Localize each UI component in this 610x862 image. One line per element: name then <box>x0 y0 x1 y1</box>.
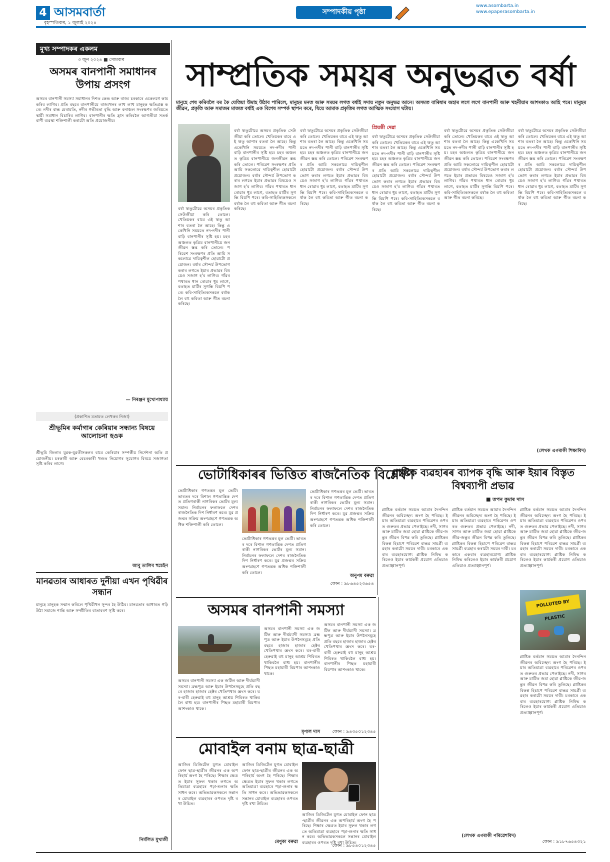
column-divider-3 <box>378 597 379 850</box>
letter2-author: নিৰ্মলিত মুখাৰ্জী <box>139 838 168 843</box>
lead-body-col1: বৰ্ষা ঋতুটোৱে অসমৰ প্ৰকৃতিক সেউজীয়া কৰি তোলে। খেতিয়কৰ বাবে এই ঋতু আশাৰ বতৰা লৈ আহে। কিন্তু একেখিনি সময়তে নদ-নদীৰ পানী বাঢ়ি বানপানীৰ সৃষ্টি হয়। চহৰ অঞ্চলত কৃত্ৰিম বানপানীয়ে জনজীৱন স্তব্ধ কৰি তোলে। পৰিৱেশ সংৰক্ষণৰ প্ৰতি আমি সকলোৱে দায়িত্বশীল হোৱাটো প্ৰয়োজন। বৰ্ষাৰ সৌন্দৰ্য উপভোগ কৰাৰ লগতে ইয়াৰ প্ৰভাৱৰ বিষয়েও সজাগ হ'ব লাগিব। গাঁৱৰ পথাৰত ধান ৰোৱাৰ ধুম লাগে, বতাহত মাটিৰ সুগন্ধি বিয়পি পৰে। কবি-সাহিত্যিকসকলে বৰ্ষাক লৈ বহু কবিতা আৰু গীত ৰচনা কৰিছে। <box>234 128 296 212</box>
section-rule <box>176 465 586 466</box>
editor-column-headline: অসমৰ বানপানী সমাধানৰ উপায় প্ৰসংগ <box>49 66 157 91</box>
plastic-pollution-photo <box>520 590 586 650</box>
vote-author: অনুপম বৰুৱা <box>349 574 374 579</box>
vote-body-col1: ভোটাধিকাৰ গণতন্ত্ৰৰ মূল ভেটি। ভাৰতৰ দৰে বিশাল গণতান্ত্ৰিক দেশত প্ৰতিগৰাকী নাগৰিকৰ ভোটৰ মূল্য সমান। নিৰ্বাচনৰ ফলাফলে দেশৰ ৰাজনৈতিক দিশ নিৰ্ধাৰণ কৰে। যুৱ প্ৰজন্মৰ সক্ৰিয় অংশগ্ৰহণে গণতন্ত্ৰক অধিক শক্তিশালী কৰি তোলে। <box>178 488 238 527</box>
url-1[interactable]: www.asombarta.in <box>476 4 519 9</box>
plastic-headline: প্লাষ্টিক ব্যৱহাৰৰ ব্যাপক বৃদ্ধি আৰু ইয়াৰ বিস্তৃত বিশ্বব্যাপী প্ৰভাৱ <box>391 468 575 492</box>
letter1-author: আবু তালিব হুচেইন <box>132 564 168 569</box>
editor-column-body: অসমৰ বানপানী সমস্যা সমাধানৰ দিশত কেন্দ্ৰ আৰু ৰাজ্য চৰকাৰে একেলগে কাম কৰিব লাগিব। প্ৰতি বছৰে বানপানীয়ে ৰাজ্যখনৰ লাখ লাখ মানুহক ক্ষতিগ্ৰস্ত কৰে। নদীৰ বান্ধ মেৰামতি, নদীৰ গভীৰতা বৃদ্ধি আৰু বনাঞ্চল সংৰক্ষণৰ জৰিয়তে স্থায়ী সমাধান বিচাৰিব লাগিব। বানপানীৰ ক্ষতি হ্ৰাস কৰিবলৈ আগতীয়া সতৰ্কবাণী ব্যৱস্থা শক্তিশালী কৰাটো অতি প্ৰয়োজনীয়। <box>36 96 168 124</box>
flood-photo <box>178 626 260 674</box>
letter1-headline: শ্ৰীভূমিৰ কৰ্মাগাৰ কেৰিয়াৰ সন্ধান্য বিষয়ে আলোচনা হওক <box>49 424 155 441</box>
mobile-body-col1: আজিৰ ডিজিটেল যুগত মোবাইল ফোন ছাত্ৰ-ছাত্ৰীৰ জীৱনৰ এক অপৰিহাৰ্য অংগ হৈ পৰিছে। শিক্ষাৰ ক্ষেত্ৰত ইয়াৰ সুফল থকাৰ লগতে অতিমাত্ৰা ব্যৱহাৰে পঢ়া-শুনাৰ ক্ষতি সাধন কৰে। অভিভাৱকসকলে সন্তানৰ মোবাইল ব্যৱহাৰৰ ওপৰত দৃষ্টি ৰখা উচিত। <box>178 762 238 807</box>
plastic-contact: ফোন : ৯১৮৭৬৫৪৩২১ <box>542 840 586 845</box>
flood-contact: ফোন : ৯৪৩৫০১২৩৪৫ <box>332 730 376 735</box>
voter-queue-photo <box>242 489 306 533</box>
vote-headline: ভোটাধিকাৰৰ ভিত্তিত ৰাজনৈতিক বিশ্লেষণ <box>197 468 415 483</box>
section-banner: সম্পাদকীয় পৃষ্ঠা <box>296 6 392 19</box>
lead-deck: মানুহে শেষ কৰিবলৈ বৰ কৈ যেতিয়া উমাহ উঠাব পাৰিলে, মানুহৰ মনত আৰু সময়ৰ লগত বৰ্ষাই সদায় নতুন অনুভৱ আনে। অসমত বাৰিষাৰ অহাৰ লগে লগে বানপানী আৰু খহনীয়াৰ আশংকাও আহি পৰে। মানুহৰ জীৱন, প্ৰকৃতি আৰু সমাজৰ মাজত বৰ্ষাই এক বিশেষ সম্পৰ্ক স্থাপন কৰে, যিয়ে আমাক প্ৰকৃতিৰ লগত আত্মিক সংযোগ ঘটায়। <box>176 101 586 113</box>
flood-body-col2: অসমৰ বানপানী সমস্যা এক জটিল আৰু দীৰ্ঘম্যাদী সমস্যা। ব্ৰহ্মপুত্ৰ আৰু ইয়াৰ উপনৈসমূহে প্ৰতি বছৰে হাজাৰ হাজাৰ হেক্টৰ খেতিপথাৰ ধ্বংস কৰে। ঘৰ-বাৰী হেৰুৱাই বহু মানুহ আশ্ৰয় শিবিৰত থাকিবলৈ বাধ্য হয়। বানপানীৰ পিছত মহামাৰী বিয়পাৰ আশংকাও থাকে। <box>324 622 376 672</box>
mobile-author: ৰেণুকা বৰুৱা <box>274 840 298 845</box>
mobile-body-col3: আজিৰ ডিজিটেল যুগত মোবাইল ফোন ছাত্ৰ-ছাত্ৰীৰ জীৱনৰ এক অপৰিহাৰ্য অংগ হৈ পৰিছে। শিক্ষাৰ ক্ষেত্ৰত ইয়াৰ সুফল থকাৰ লগতে অতিমাত্ৰা ব্যৱহাৰে পঢ়া-শুনাৰ ক্ষতি সাধন কৰে। অভিভাৱকসকলে সন্তানৰ মোবাইল ব্যৱহাৰৰ ওপৰত দৃষ্টি ৰখা উচিত। <box>302 812 376 845</box>
letter1-body: শ্ৰীভূমি জিলাৰ যুৱক-যুৱতীসকলৰ বাবে কেৰিয়াৰ সম্পৰ্কীয় নিৰ্দেশনা অতি প্ৰয়োজনীয়। চৰকাৰী আৰু বেচৰকাৰী খণ্ডত নিয়োগৰ সুযোগৰ বিষয়ে সজাগতা সৃষ্টি কৰিব লাগে। <box>36 450 168 467</box>
lead-body-col0: বৰ্ষা ঋতুটোৱে অসমৰ প্ৰকৃতিক সেউজীয়া কৰি তোলে। খেতিয়কৰ বাবে এই ঋতু আশাৰ বতৰা লৈ আহে। কিন্তু একেখিনি সময়তে নদ-নদীৰ পানী বাঢ়ি বানপানীৰ সৃষ্টি হয়। চহৰ অঞ্চলত কৃত্ৰিম বানপানীয়ে জনজীৱন স্তব্ধ কৰি তোলে। পৰিৱেশ সংৰক্ষণৰ প্ৰতি আমি সকলোৱে দায়িত্বশীল হোৱাটো প্ৰয়োজন। বৰ্ষাৰ সৌন্দৰ্য উপভোগ কৰাৰ লগতে ইয়াৰ প্ৰভাৱৰ বিষয়েও সজাগ হ'ব লাগিব। গাঁৱৰ পথাৰত ধান ৰোৱাৰ ধুম লাগে, বতাহত মাটিৰ সুগন্ধি বিয়পি পৰে। কবি-সাহিত্যিকসকলে বৰ্ষাক লৈ বহু কবিতা আৰু গীত ৰচনা কৰিছে। <box>178 206 230 307</box>
mobile-headline: মোবাইল বনাম ছাত্ৰ-ছাত্ৰী <box>198 739 354 758</box>
header-rule <box>36 26 586 28</box>
pullquote-author: প্ৰিয়ন্তী দেৱা <box>372 125 396 131</box>
vote-body-col2: ভোটাধিকাৰ গণতন্ত্ৰৰ মূল ভেটি। ভাৰতৰ দৰে বিশাল গণতান্ত্ৰিক দেশত প্ৰতিগৰাকী নাগৰিকৰ ভোটৰ মূল্য সমান। নিৰ্বাচনৰ ফলাফলে দেশৰ ৰাজনৈতিক দিশ নিৰ্ধাৰণ কৰে। যুৱ প্ৰজন্মৰ সক্ৰিয় অংশগ্ৰহণে গণতন্ত্ৰক অধিক শক্তিশালী কৰি তোলে। <box>242 536 306 575</box>
mobile-body-col2: আজিৰ ডিজিটেল যুগত মোবাইল ফোন ছাত্ৰ-ছাত্ৰীৰ জীৱনৰ এক অপৰিহাৰ্য অংগ হৈ পৰিছে। শিক্ষাৰ ক্ষেত্ৰত ইয়াৰ সুফল থকাৰ লগতে অতিমাত্ৰা ব্যৱহাৰে পঢ়া-শুনাৰ ক্ষতি সাধন কৰে। অভিভাৱকসকলে সন্তানৰ মোবাইল ব্যৱহাৰৰ ওপৰত দৃষ্টি ৰখা উচিত। <box>242 762 298 807</box>
lead-body-col5: বৰ্ষা ঋতুটোৱে অসমৰ প্ৰকৃতিক সেউজীয়া কৰি তোলে। খেতিয়কৰ বাবে এই ঋতু আশাৰ বতৰা লৈ আহে। কিন্তু একেখিনি সময়তে নদ-নদীৰ পানী বাঢ়ি বানপানীৰ সৃষ্টি হয়। চহৰ অঞ্চলত কৃত্ৰিম বানপানীয়ে জনজীৱন স্তব্ধ কৰি তোলে। পৰিৱেশ সংৰক্ষণৰ প্ৰতি আমি সকলোৱে দায়িত্বশীল হোৱাটো প্ৰয়োজন। বৰ্ষাৰ সৌন্দৰ্য উপভোগ কৰাৰ লগতে ইয়াৰ প্ৰভাৱৰ বিষয়েও সজাগ হ'ব লাগিব। গাঁৱৰ পথাৰত ধান ৰোৱাৰ ধুম লাগে, বতাহত মাটিৰ সুগন্ধি বিয়পি পৰে। কবি-সাহিত্যিকসকলে বৰ্ষাক লৈ বহু কবিতা আৰু গীত ৰচনা কৰিছে। <box>518 128 586 206</box>
lead-author-footer: (লেখক এগৰাকী শিক্ষাবিদ) <box>536 449 586 454</box>
column-divider <box>171 40 172 850</box>
header-urls <box>476 4 535 16</box>
letter2-headline: মানৱতাৰ আধাৰত দুনীয়া এখন পৃথিৱীৰ সন্ধান <box>36 576 168 597</box>
date-line: বৃহস্পতিবাৰ, ১ জুলাই ২০২৪ <box>44 21 97 26</box>
editor-column-date: ৩ জুন ২০২৪ ■ সোমবাৰ <box>77 58 125 63</box>
masthead-logo: আসমবাৰ্তা <box>54 5 106 19</box>
student-mobile-photo <box>302 762 376 810</box>
plastic-byline: ■ তপন কুমাৰ দাস <box>486 497 524 503</box>
plastic-body-col2: প্লাষ্টিক বৰ্তমান সময়ত আমাৰ দৈনন্দিন জীৱনৰ অবিচ্ছেদ্য অংগ হৈ পৰিছে। ইয়াৰ অতিমাত্ৰা ব্যৱহাৰে পৰিৱেশৰ ওপৰত গুৰুতৰ প্ৰভাৱ পেলাইছে। নদী, সাগৰ আৰু মাটিত জমা হোৱা প্লাষ্টিকে জীৱ-জন্তুৰ জীৱন বিপন্ন কৰি তুলিছে। প্লাষ্টিকৰ বিকল্প হিচাপে পৰিৱেশ বান্ধৱ সামগ্ৰী ব্যৱহাৰ কৰাটো সময়ৰ দাবী। চৰকাৰে একবাৰ ব্যৱহাৰযোগ্য প্লাষ্টিক নিষিদ্ধ কৰিলেও ইয়াৰ কাৰ্যকৰী প্ৰয়োগ এতিয়াও প্ৰত্যাহ্বানপূৰ্ণ। <box>452 507 516 568</box>
url-2[interactable]: www.epaperasombarta.in <box>476 10 535 15</box>
plastic-photo-caption: POLLUTED BY PLASTIC <box>525 594 580 615</box>
flood-body-col0: অসমৰ বানপানী সমস্যা এক জটিল আৰু দীৰ্ঘম্যাদী সমস্যা। ব্ৰহ্মপুত্ৰ আৰু ইয়াৰ উপনৈসমূহে প্ৰতি বছৰে হাজাৰ হাজাৰ হেক্টৰ খেতিপথাৰ ধ্বংস কৰে। ঘৰ-বাৰী হেৰুৱাই বহু মানুহ আশ্ৰয় শিবিৰত থাকিবলৈ বাধ্য হয়। বানপানীৰ পিছত মহামাৰী বিয়পাৰ আশংকাও থাকে। <box>178 678 260 711</box>
plastic-body-col4: প্লাষ্টিক বৰ্তমান সময়ত আমাৰ দৈনন্দিন জীৱনৰ অবিচ্ছেদ্য অংগ হৈ পৰিছে। ইয়াৰ অতিমাত্ৰা ব্যৱহাৰে পৰিৱেশৰ ওপৰত গুৰুতৰ প্ৰভাৱ পেলাইছে। নদী, সাগৰ আৰু মাটিত জমা হোৱা প্লাষ্টিকে জীৱ-জন্তুৰ জীৱন বিপন্ন কৰি তুলিছে। প্লাষ্টিকৰ বিকল্প হিচাপে পৰিৱেশ বান্ধৱ সামগ্ৰী ব্যৱহাৰ কৰাটো সময়ৰ দাবী। চৰকাৰে একবাৰ ব্যৱহাৰযোগ্য প্লাষ্টিক নিষিদ্ধ কৰিলেও ইয়াৰ কাৰ্যকৰী প্ৰয়োগ এতিয়াও প্ৰত্যাহ্বানপূৰ্ণ। <box>520 654 586 715</box>
editor-column-title: মুখ্য সম্পাদকৰ একলম <box>36 43 170 55</box>
letter-divider <box>36 572 168 573</box>
flood-headline: অসমৰ বানপানী সমস্যা <box>207 601 345 619</box>
author-photo <box>178 124 230 202</box>
plastic-author: (লেখক এগৰাকী পৰিৱেশবিদ) <box>461 834 516 839</box>
vote-body-col3: ভোটাধিকাৰ গণতন্ত্ৰৰ মূল ভেটি। ভাৰতৰ দৰে বিশাল গণতান্ত্ৰিক দেশত প্ৰতিগৰাকী নাগৰিকৰ ভোটৰ মূল্য সমান। নিৰ্বাচনৰ ফলাফলে দেশৰ ৰাজনৈতিক দিশ নিৰ্ধাৰণ কৰে। যুৱ প্ৰজন্মৰ সক্ৰিয় অংশগ্ৰহণে গণতন্ত্ৰক অধিক শক্তিশালী কৰি তোলে। <box>310 489 374 528</box>
vote-contact: ফোন : ৯৮৬৪৫২৩৬৫৪ <box>330 582 374 587</box>
letter2-body: মানুহে মানুহক সন্মান কৰিলে পৃথিৱীখন সুন্দৰ হৈ উঠিব। মানৱতাৰ আধাৰত গঢ়ি উঠা সমাজে শান্তি আৰু সম্প্ৰীতিৰ বাতাবৰণ সৃষ্টি কৰে। <box>36 602 168 613</box>
flood-author: মৃণাল দাস <box>301 730 320 735</box>
lead-headline: সাম্প্ৰতিক সময়ৰ অনুভৱত বৰ্ষা <box>186 56 576 94</box>
column-divider-2 <box>377 467 378 595</box>
lead-body-col2: বৰ্ষা ঋতুটোৱে অসমৰ প্ৰকৃতিক সেউজীয়া কৰি তোলে। খেতিয়কৰ বাবে এই ঋতু আশাৰ বতৰা লৈ আহে। কিন্তু একেখিনি সময়তে নদ-নদীৰ পানী বাঢ়ি বানপানীৰ সৃষ্টি হয়। চহৰ অঞ্চলত কৃত্ৰিম বানপানীয়ে জনজীৱন স্তব্ধ কৰি তোলে। পৰিৱেশ সংৰক্ষণৰ প্ৰতি আমি সকলোৱে দায়িত্বশীল হোৱাটো প্ৰয়োজন। বৰ্ষাৰ সৌন্দৰ্য উপভোগ কৰাৰ লগতে ইয়াৰ প্ৰভাৱৰ বিষয়েও সজাগ হ'ব লাগিব। গাঁৱৰ পথাৰত ধান ৰোৱাৰ ধুম লাগে, বতাহত মাটিৰ সুগন্ধি বিয়পি পৰে। কবি-সাহিত্যিকসকলে বৰ্ষাক লৈ বহু কবিতা আৰু গীত ৰচনা কৰিছে। <box>300 128 368 206</box>
editor-column-author: — নিৰঞ্জন মুখোপাধ্যায় <box>125 398 168 403</box>
mobile-contact: ফোন : ৯৮৫৪০১২৩৪৫ <box>332 844 376 849</box>
pencil-icon <box>394 5 412 19</box>
letters-section-label: (প্ৰকাশিত মতামত লেখকৰ নিজা) <box>36 412 168 421</box>
plastic-body-col3: প্লাষ্টিক বৰ্তমান সময়ত আমাৰ দৈনন্দিন জীৱনৰ অবিচ্ছেদ্য অংগ হৈ পৰিছে। ইয়াৰ অতিমাত্ৰা ব্যৱহাৰে পৰিৱেশৰ ওপৰত গুৰুতৰ প্ৰভাৱ পেলাইছে। নদী, সাগৰ আৰু মাটিত জমা হোৱা প্লাষ্টিকে জীৱ-জন্তুৰ জীৱন বিপন্ন কৰি তুলিছে। প্লাষ্টিকৰ বিকল্প হিচাপে পৰিৱেশ বান্ধৱ সামগ্ৰী ব্যৱহাৰ কৰাটো সময়ৰ দাবী। চৰকাৰে একবাৰ ব্যৱহাৰযোগ্য প্লাষ্টিক নিষিদ্ধ কৰিলেও ইয়াৰ কাৰ্যকৰী প্ৰয়োগ এতিয়াও প্ৰত্যাহ্বানপূৰ্ণ। <box>520 507 586 568</box>
plastic-body-col1: প্লাষ্টিক বৰ্তমান সময়ত আমাৰ দৈনন্দিন জীৱনৰ অবিচ্ছেদ্য অংগ হৈ পৰিছে। ইয়াৰ অতিমাত্ৰা ব্যৱহাৰে পৰিৱেশৰ ওপৰত গুৰুতৰ প্ৰভাৱ পেলাইছে। নদী, সাগৰ আৰু মাটিত জমা হোৱা প্লাষ্টিকে জীৱ-জন্তুৰ জীৱন বিপন্ন কৰি তুলিছে। প্লাষ্টিকৰ বিকল্প হিচাপে পৰিৱেশ বান্ধৱ সামগ্ৰী ব্যৱহাৰ কৰাটো সময়ৰ দাবী। চৰকাৰে একবাৰ ব্যৱহাৰযোগ্য প্লাষ্টিক নিষিদ্ধ কৰিলেও ইয়াৰ কাৰ্যকৰী প্ৰয়োগ এতিয়াও প্ৰত্যাহ্বানপূৰ্ণ। <box>382 507 448 568</box>
lead-body-col4: বৰ্ষা ঋতুটোৱে অসমৰ প্ৰকৃতিক সেউজীয়া কৰি তোলে। খেতিয়কৰ বাবে এই ঋতু আশাৰ বতৰা লৈ আহে। কিন্তু একেখিনি সময়তে নদ-নদীৰ পানী বাঢ়ি বানপানীৰ সৃষ্টি হয়। চহৰ অঞ্চলত কৃত্ৰিম বানপানীয়ে জনজীৱন স্তব্ধ কৰি তোলে। পৰিৱেশ সংৰক্ষণৰ প্ৰতি আমি সকলোৱে দায়িত্বশীল হোৱাটো প্ৰয়োজন। বৰ্ষাৰ সৌন্দৰ্য উপভোগ কৰাৰ লগতে ইয়াৰ প্ৰভাৱৰ বিষয়েও সজাগ হ'ব লাগিব। গাঁৱৰ পথাৰত ধান ৰোৱাৰ ধুম লাগে, বতাহত মাটিৰ সুগন্ধি বিয়পি পৰে। কবি-সাহিত্যিকসকলে বৰ্ষাক লৈ বহু কবিতা আৰু গীত ৰচনা কৰিছে। <box>444 128 514 201</box>
page-number: 4 <box>36 6 50 20</box>
flood-body-col1: অসমৰ বানপানী সমস্যা এক জটিল আৰু দীৰ্ঘম্যাদী সমস্যা। ব্ৰহ্মপুত্ৰ আৰু ইয়াৰ উপনৈসমূহে প্ৰতি বছৰে হাজাৰ হাজাৰ হেক্টৰ খেতিপথাৰ ধ্বংস কৰে। ঘৰ-বাৰী হেৰুৱাই বহু মানুহ আশ্ৰয় শিবিৰত থাকিবলৈ বাধ্য হয়। বানপানীৰ পিছত মহামাৰী বিয়পাৰ আশংকাও থাকে। <box>264 626 320 676</box>
footer-rule <box>36 852 586 853</box>
lead-body-col3: বৰ্ষা ঋতুটোৱে অসমৰ প্ৰকৃতিক সেউজীয়া কৰি তোলে। খেতিয়কৰ বাবে এই ঋতু আশাৰ বতৰা লৈ আহে। কিন্তু একেখিনি সময়তে নদ-নদীৰ পানী বাঢ়ি বানপানীৰ সৃষ্টি হয়। চহৰ অঞ্চলত কৃত্ৰিম বানপানীয়ে জনজীৱন স্তব্ধ কৰি তোলে। পৰিৱেশ সংৰক্ষণৰ প্ৰতি আমি সকলোৱে দায়িত্বশীল হোৱাটো প্ৰয়োজন। বৰ্ষাৰ সৌন্দৰ্য উপভোগ কৰাৰ লগতে ইয়াৰ প্ৰভাৱৰ বিষয়েও সজাগ হ'ব লাগিব। গাঁৱৰ পথাৰত ধান ৰোৱাৰ ধুম লাগে, বতাহত মাটিৰ সুগন্ধি বিয়পি পৰে। কবি-সাহিত্যিকসকলে বৰ্ষাক লৈ বহু কবিতা আৰু গীত ৰচনা কৰিছে। <box>372 134 440 212</box>
